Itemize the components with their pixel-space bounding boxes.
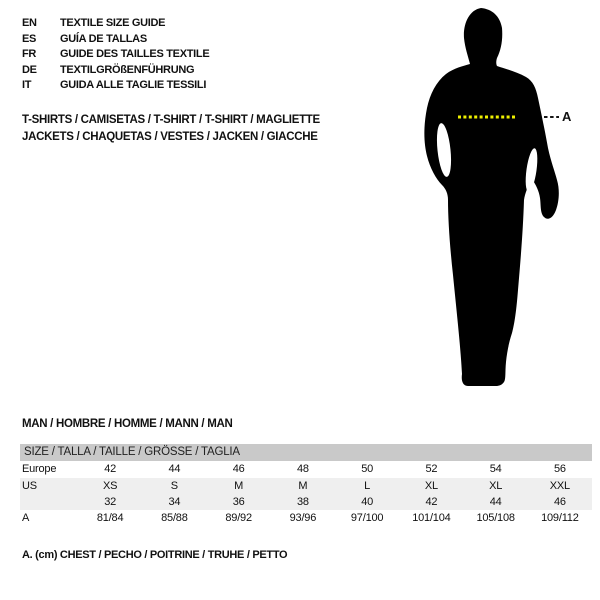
- us-size-letter: L: [364, 480, 371, 492]
- us-size-letter: XS: [102, 480, 118, 492]
- measure-label-a: A: [562, 109, 572, 124]
- us-size-number: 42: [425, 496, 438, 508]
- section-title-man: MAN / HOMBRE / HOMME / MANN / MAN: [22, 418, 233, 430]
- row-label: A: [22, 512, 30, 524]
- us-size-number: 46: [553, 496, 566, 508]
- size-table: [20, 444, 592, 527]
- man-silhouette: [424, 8, 558, 386]
- language-code: IT: [22, 79, 32, 91]
- language-title: GUIDE DES TAILLES TEXTILE: [60, 48, 210, 60]
- language-list: [22, 16, 209, 94]
- us-size-letter: XL: [424, 480, 438, 492]
- us-size-number: 44: [489, 496, 502, 508]
- us-size-letter: M: [298, 480, 308, 492]
- category-jackets: JACKETS / CHAQUETAS / VESTES / JACKEN / GIACCHE: [22, 130, 318, 143]
- language-row-de: [22, 63, 209, 79]
- chest-range: 93/96: [289, 512, 317, 524]
- language-title: GUÍA DE TALLAS: [60, 32, 147, 45]
- language-row-fr: [22, 47, 209, 63]
- chest-range: 109/112: [541, 512, 579, 524]
- row-label-empty: [20, 494, 78, 510]
- measurement-footnote: A. (cm) CHEST / PECHO / POITRINE / TRUHE / PETTO: [22, 549, 288, 561]
- language-code: FR: [22, 48, 37, 60]
- language-title: TEXTILE SIZE GUIDE: [60, 17, 166, 29]
- table-row-us-letters: [20, 478, 592, 494]
- language-row-en: [22, 16, 209, 32]
- chest-range: 105/108: [476, 512, 515, 524]
- chest-range: 85/88: [161, 512, 188, 524]
- table-row-europe: [20, 461, 592, 478]
- europe-size: 48: [296, 463, 309, 475]
- us-size-number: 38: [296, 496, 309, 508]
- chest-range: 89/92: [225, 512, 252, 524]
- language-code: DE: [22, 63, 37, 76]
- europe-size: 52: [425, 463, 438, 475]
- us-size-letter: M: [234, 480, 244, 492]
- us-size-letter: XXL: [549, 480, 570, 492]
- category-tshirts: T-SHIRTS / CAMISETAS / T-SHIRT / T-SHIRT / MAGLIETTE: [22, 114, 320, 126]
- europe-size: 46: [232, 463, 245, 475]
- row-label: Europe: [22, 463, 57, 475]
- europe-size: 42: [104, 463, 117, 475]
- us-size-number: 32: [104, 496, 117, 508]
- chest-range: 81/84: [96, 512, 124, 524]
- us-size-number: 40: [361, 496, 374, 508]
- language-row-it: [22, 78, 209, 94]
- language-code: ES: [22, 32, 37, 45]
- category-list: [22, 112, 320, 145]
- europe-size: 50: [361, 463, 374, 475]
- table-row-us-numbers: [20, 494, 592, 510]
- man-silhouette-figure: [400, 0, 600, 400]
- europe-size: 44: [168, 463, 181, 475]
- us-size-letter: XL: [489, 480, 503, 492]
- table-row-chest-a: [20, 510, 592, 527]
- language-title: TEXTILGRÖßENFÜHRUNG: [60, 63, 195, 76]
- europe-size: 56: [553, 463, 566, 475]
- chest-range: 97/100: [350, 512, 384, 524]
- language-row-es: [22, 32, 209, 48]
- europe-size: 54: [489, 463, 502, 475]
- us-size-number: 34: [168, 496, 181, 508]
- chest-range: 101/104: [412, 512, 451, 524]
- language-title: GUIDA ALLE TAGLIE TESSILI: [60, 79, 207, 91]
- size-table-header: SIZE / TALLA / TAILLE / GRÖSSE / TAGLIA: [20, 444, 592, 461]
- us-size-number: 36: [232, 496, 245, 508]
- language-code: EN: [22, 17, 37, 29]
- us-size-letter: S: [170, 480, 178, 492]
- row-label: US: [22, 480, 37, 492]
